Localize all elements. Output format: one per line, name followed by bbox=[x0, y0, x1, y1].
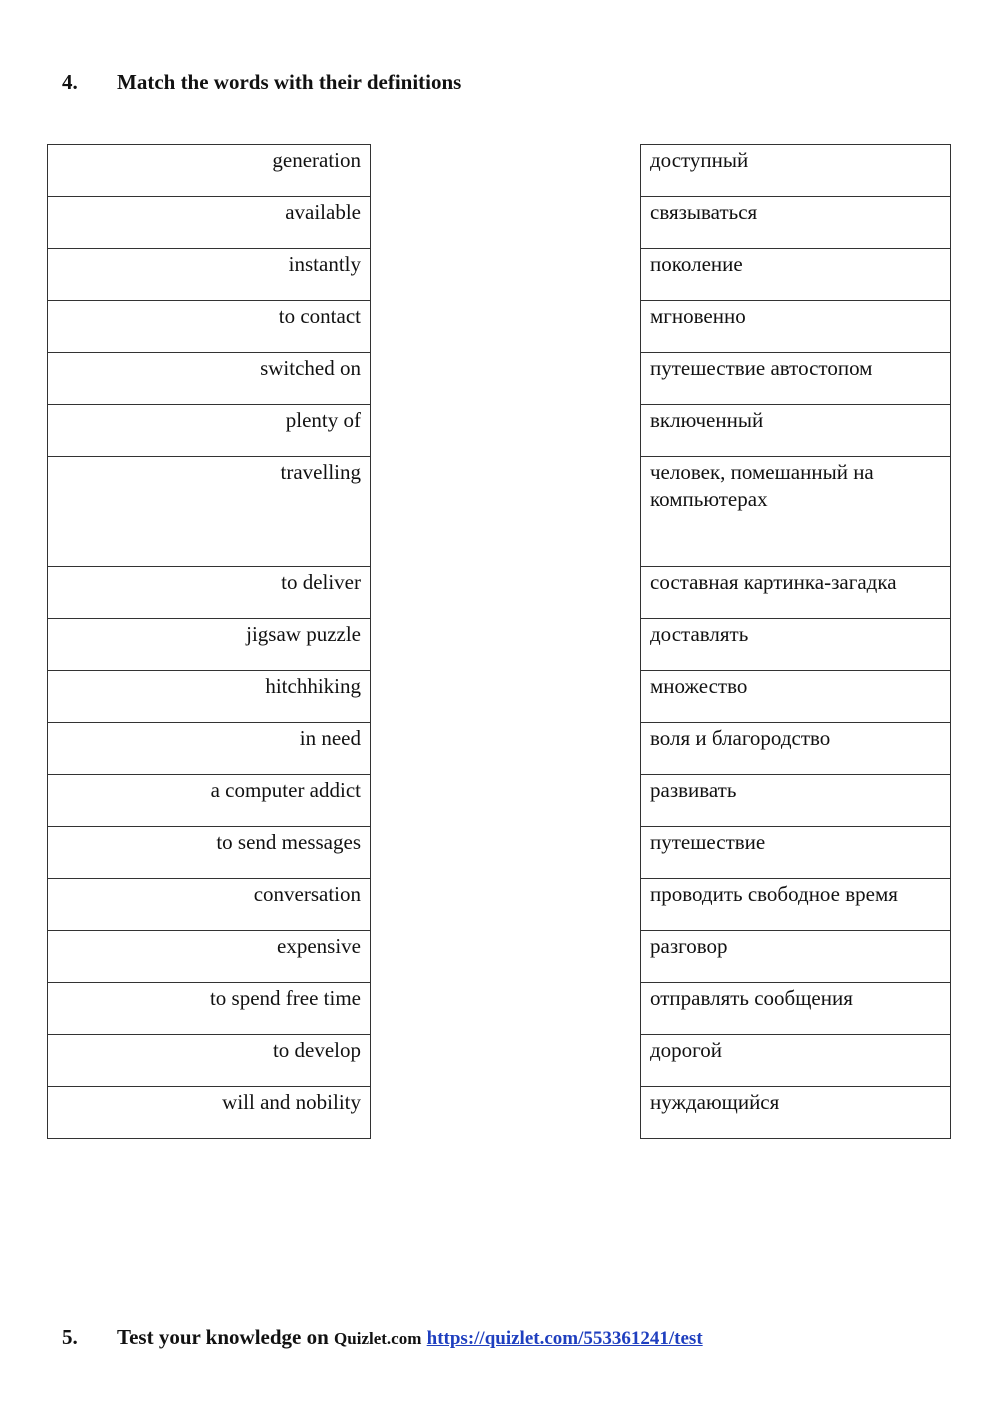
russian-word-cell: поколение bbox=[641, 249, 951, 301]
task-4-number: 4. bbox=[62, 70, 78, 94]
russian-word-cell: мгновенно bbox=[641, 301, 951, 353]
table-row bbox=[48, 1087, 371, 1139]
table-row bbox=[641, 301, 951, 353]
table-row bbox=[48, 197, 371, 249]
table-row bbox=[48, 879, 371, 931]
table-row bbox=[641, 353, 951, 405]
table-row bbox=[641, 931, 951, 983]
table-row bbox=[641, 671, 951, 723]
english-word-cell: jigsaw puzzle bbox=[48, 619, 371, 671]
table-row bbox=[48, 619, 371, 671]
quizlet-site-name: Quizlet.com bbox=[334, 1329, 422, 1348]
table-row bbox=[641, 619, 951, 671]
table-row bbox=[641, 145, 951, 197]
russian-word-cell: включенный bbox=[641, 405, 951, 457]
table-row bbox=[641, 457, 951, 567]
english-words-table bbox=[47, 144, 371, 1139]
russian-words-table bbox=[640, 144, 951, 1139]
table-row bbox=[48, 983, 371, 1035]
table-row bbox=[48, 301, 371, 353]
russian-word-cell: отправлять сообщения bbox=[641, 983, 951, 1035]
table-row bbox=[641, 405, 951, 457]
russian-word-cell: составная картинка-загадка bbox=[641, 567, 951, 619]
english-word-cell: hitchhiking bbox=[48, 671, 371, 723]
table-row bbox=[48, 567, 371, 619]
russian-word-cell: путешествие автостопом bbox=[641, 353, 951, 405]
russian-word-cell: проводить свободное время bbox=[641, 879, 951, 931]
table-row bbox=[641, 775, 951, 827]
english-word-cell: a computer addict bbox=[48, 775, 371, 827]
table-row bbox=[48, 457, 371, 567]
english-word-cell: will and nobility bbox=[48, 1087, 371, 1139]
russian-word-cell: доставлять bbox=[641, 619, 951, 671]
quizlet-test-link[interactable]: https://quizlet.com/553361241/test bbox=[426, 1328, 703, 1349]
english-word-cell: available bbox=[48, 197, 371, 249]
table-row bbox=[641, 1087, 951, 1139]
russian-word-cell: путешествие bbox=[641, 827, 951, 879]
table-row bbox=[641, 723, 951, 775]
table-row bbox=[641, 567, 951, 619]
task-4-title: Match the words with their definitions bbox=[117, 70, 462, 94]
english-word-cell: to develop bbox=[48, 1035, 371, 1087]
task-5-heading bbox=[62, 1325, 703, 1350]
task-4-heading bbox=[62, 70, 461, 95]
russian-word-cell: нуждающийся bbox=[641, 1087, 951, 1139]
task-5-number: 5. bbox=[62, 1325, 78, 1349]
table-row bbox=[48, 671, 371, 723]
russian-word-cell: связываться bbox=[641, 197, 951, 249]
table-row bbox=[48, 931, 371, 983]
english-word-cell: generation bbox=[48, 145, 371, 197]
russian-word-cell: воля и благородство bbox=[641, 723, 951, 775]
table-row bbox=[641, 879, 951, 931]
task-5-text: Test your knowledge on bbox=[117, 1325, 329, 1349]
english-word-cell: to spend free time bbox=[48, 983, 371, 1035]
english-word-cell: expensive bbox=[48, 931, 371, 983]
table-row bbox=[48, 353, 371, 405]
english-word-cell: switched on bbox=[48, 353, 371, 405]
english-word-cell: in need bbox=[48, 723, 371, 775]
english-word-cell: to deliver bbox=[48, 567, 371, 619]
russian-word-cell: развивать bbox=[641, 775, 951, 827]
table-row bbox=[641, 249, 951, 301]
russian-word-cell: дорогой bbox=[641, 1035, 951, 1087]
english-word-cell: travelling bbox=[48, 457, 371, 567]
table-row bbox=[641, 197, 951, 249]
russian-word-cell: доступный bbox=[641, 145, 951, 197]
table-row bbox=[48, 827, 371, 879]
english-word-cell: conversation bbox=[48, 879, 371, 931]
table-row bbox=[48, 249, 371, 301]
english-word-cell: instantly bbox=[48, 249, 371, 301]
table-row bbox=[641, 827, 951, 879]
table-row bbox=[48, 1035, 371, 1087]
table-row bbox=[641, 1035, 951, 1087]
table-row bbox=[641, 983, 951, 1035]
table-row bbox=[48, 723, 371, 775]
english-word-cell: to contact bbox=[48, 301, 371, 353]
table-row bbox=[48, 405, 371, 457]
english-word-cell: plenty of bbox=[48, 405, 371, 457]
table-row bbox=[48, 775, 371, 827]
table-row bbox=[48, 145, 371, 197]
english-word-cell: to send messages bbox=[48, 827, 371, 879]
russian-word-cell: множество bbox=[641, 671, 951, 723]
russian-word-cell: разговор bbox=[641, 931, 951, 983]
russian-word-cell: человек, помешанный на компьютерах bbox=[641, 457, 951, 567]
